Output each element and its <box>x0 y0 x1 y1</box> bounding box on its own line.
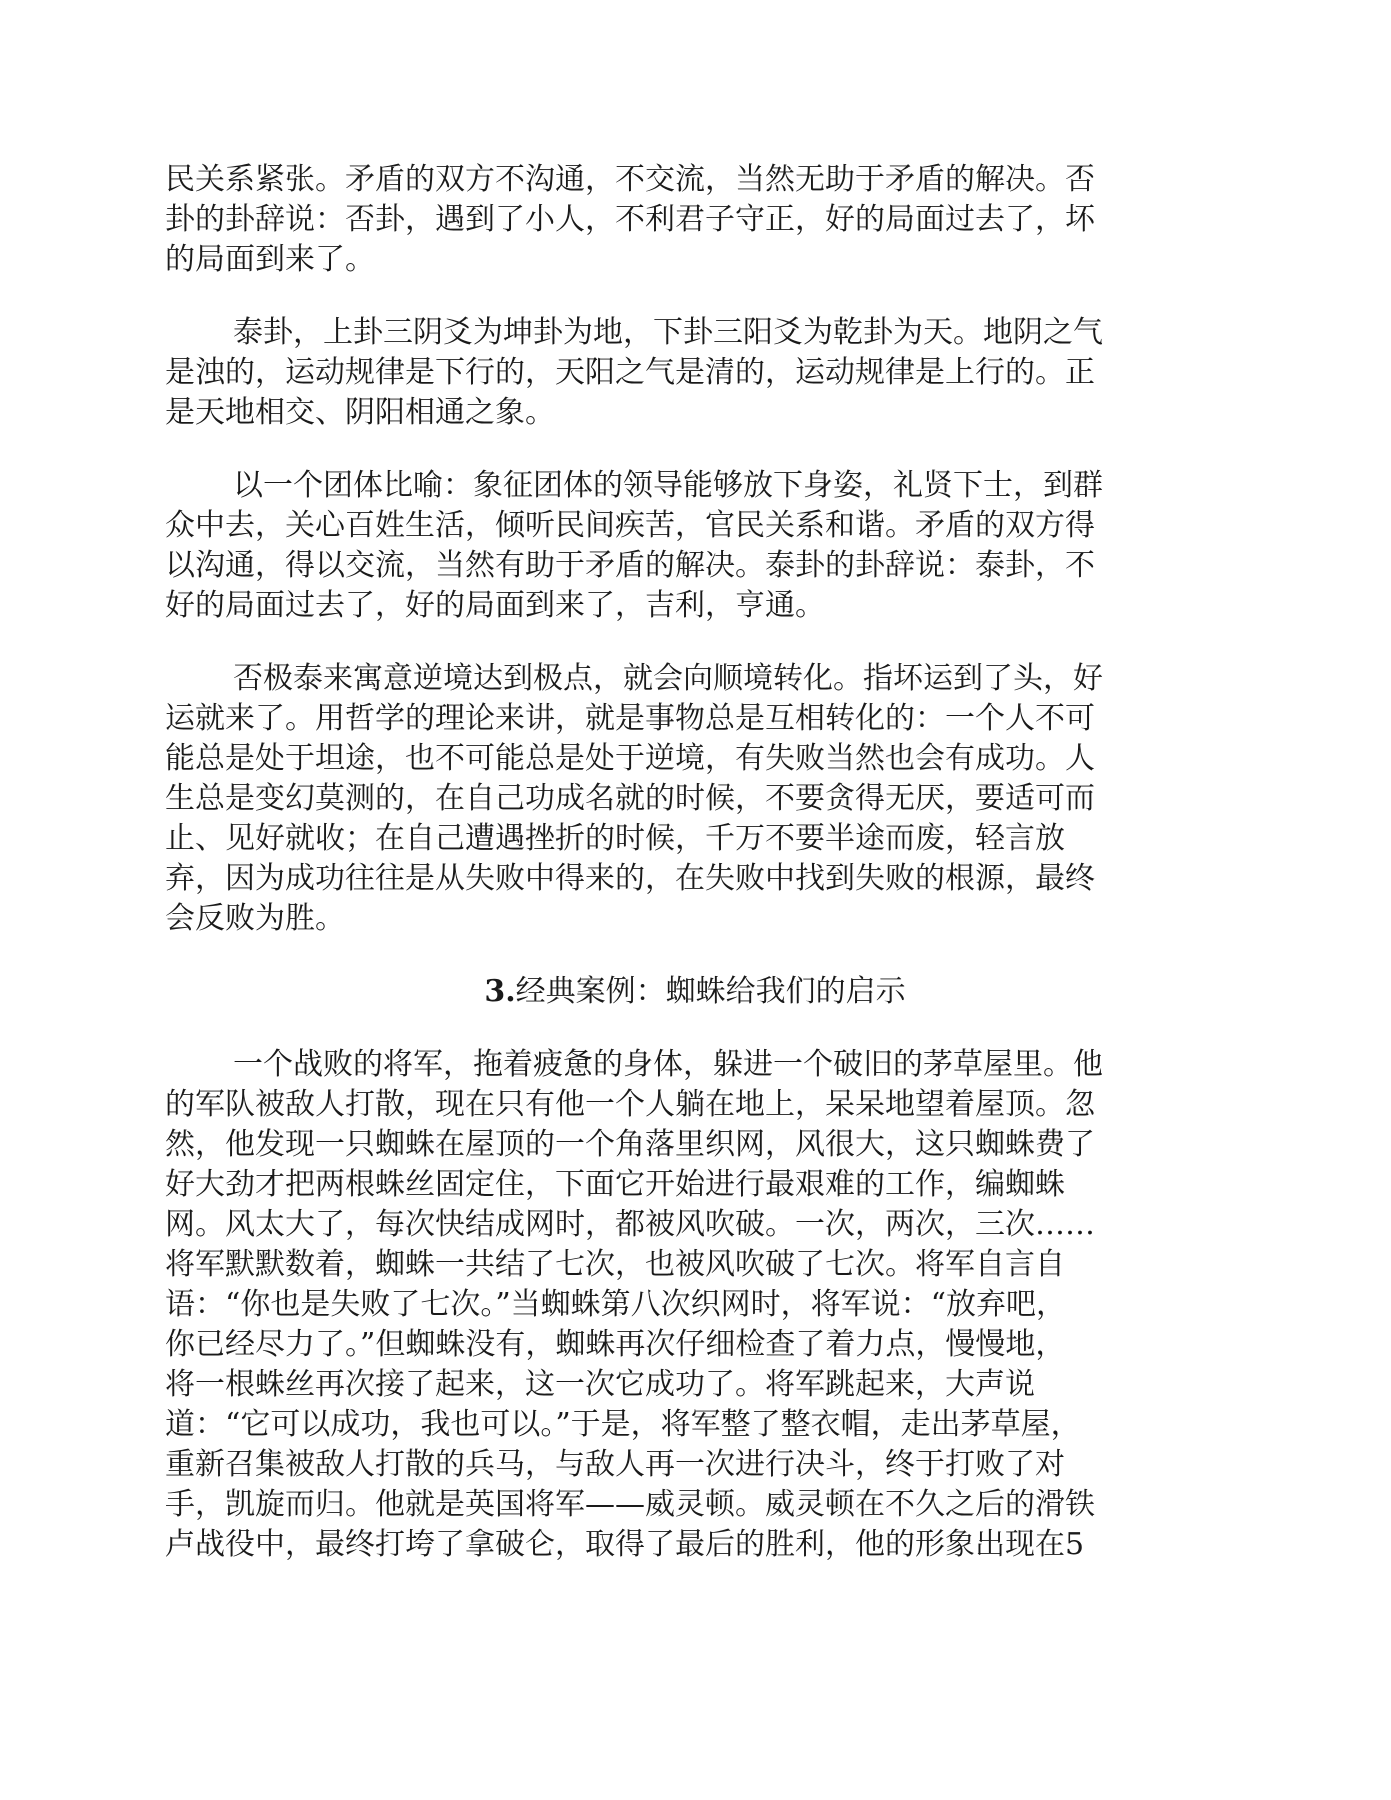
text-line: 会反败为胜。 <box>165 901 345 936</box>
text-line: 好的局面过去了，好的局面到来了，吉利，亨通。 <box>165 588 825 623</box>
section-heading <box>165 972 1225 1012</box>
paragraph-pi-gua <box>165 160 1225 280</box>
text-line: 众中去，关心百姓生活，倾听民间疾苦，官民关系和谐。矛盾的双方得 <box>165 508 1095 543</box>
text-line: 网。风太大了，每次快结成网时，都被风吹破。一次，两次，三次…… <box>165 1207 1095 1242</box>
document-page <box>165 160 1225 1598</box>
paragraph-metaphor <box>165 466 1225 626</box>
text-line: 泰卦，上卦三阴爻为坤卦为地，下卦三阳爻为乾卦为天。地阴之气 <box>233 315 1103 350</box>
text-line: 弃，因为成功往往是从失败中得来的，在失败中找到失败的根源，最终 <box>165 861 1095 896</box>
text-line: 将一根蛛丝再次接了起来，这一次它成功了。将军跳起来，大声说 <box>165 1367 1035 1402</box>
text-line: 以沟通，得以交流，当然有助于矛盾的解决。泰卦的卦辞说：泰卦，不 <box>165 548 1095 583</box>
text-line: 将军默默数着，蜘蛛一共结了七次，也被风吹破了七次。将军自言自 <box>165 1247 1065 1282</box>
text-line: 卦的卦辞说：否卦，遇到了小人，不利君子守正，好的局面过去了，坏 <box>165 202 1095 237</box>
text-line: 然，他发现一只蜘蛛在屋顶的一个角落里织网，风很大，这只蜘蛛费了 <box>165 1127 1095 1162</box>
text-line: 道：“它可以成功，我也可以。”于是，将军整了整衣帽，走出茅草屋， <box>165 1407 1081 1442</box>
text-line: 生总是变幻莫测的，在自己功成名就的时候，不要贪得无厌，要适可而 <box>165 781 1095 816</box>
text-line: 卢战役中，最终打垮了拿破仑，取得了最后的胜利，他的形象出现在5 <box>165 1527 1085 1562</box>
text-line: 止、见好就收；在自己遭遇挫折的时候，千万不要半途而废，轻言放 <box>165 821 1065 856</box>
text-line: 是浊的，运动规律是下行的，天阳之气是清的，运动规律是上行的。正 <box>165 355 1095 390</box>
text-line: 运就来了。用哲学的理论来讲，就是事物总是互相转化的：一个人不可 <box>165 701 1095 736</box>
body-text <box>165 160 1225 939</box>
text-line: 是天地相交、阴阳相通之象。 <box>165 395 555 430</box>
section-title: 经典案例：蜘蛛给我们的启示 <box>515 974 906 1009</box>
text-line: 的局面到来了。 <box>165 242 375 277</box>
text-line: 民关系紧张。矛盾的双方不沟通，不交流，当然无助于矛盾的解决。否 <box>165 162 1095 197</box>
text-line: 好大劲才把两根蛛丝固定住，下面它开始进行最艰难的工作，编蜘蛛 <box>165 1167 1065 1202</box>
text-line: 以一个团体比喻：象征团体的领导能够放下身姿，礼贤下士，到群 <box>233 468 1103 503</box>
text-line: 语：“你也是失败了七次。”当蜘蛛第八次织网时，将军说：“放弃吧， <box>165 1287 1067 1322</box>
text-line: 你已经尽力了。”但蜘蛛没有，蜘蛛再次仔细检查了着力点，慢慢地， <box>165 1327 1066 1362</box>
text-line: 重新召集被敌人打散的兵马，与敌人再一次进行决斗，终于打败了对 <box>165 1447 1065 1482</box>
paragraph-pi-ji-tai-lai <box>165 659 1225 939</box>
section-number: 3. <box>484 974 516 1009</box>
text-line: 一个战败的将军，拖着疲惫的身体，躲进一个破旧的茅草屋里。他 <box>233 1047 1103 1082</box>
paragraph-tai-gua <box>165 313 1225 433</box>
paragraph-spider-story <box>165 1045 1225 1565</box>
text-line: 否极泰来寓意逆境达到极点，就会向顺境转化。指坏运到了头，好 <box>233 661 1103 696</box>
text-line: 手，凯旋而归。他就是英国将军——威灵顿。威灵顿在不久之后的滑铁 <box>165 1487 1095 1522</box>
text-line: 能总是处于坦途，也不可能总是处于逆境，有失败当然也会有成功。人 <box>165 741 1095 776</box>
text-line: 的军队被敌人打散，现在只有他一个人躺在地上，呆呆地望着屋顶。忽 <box>165 1087 1095 1122</box>
